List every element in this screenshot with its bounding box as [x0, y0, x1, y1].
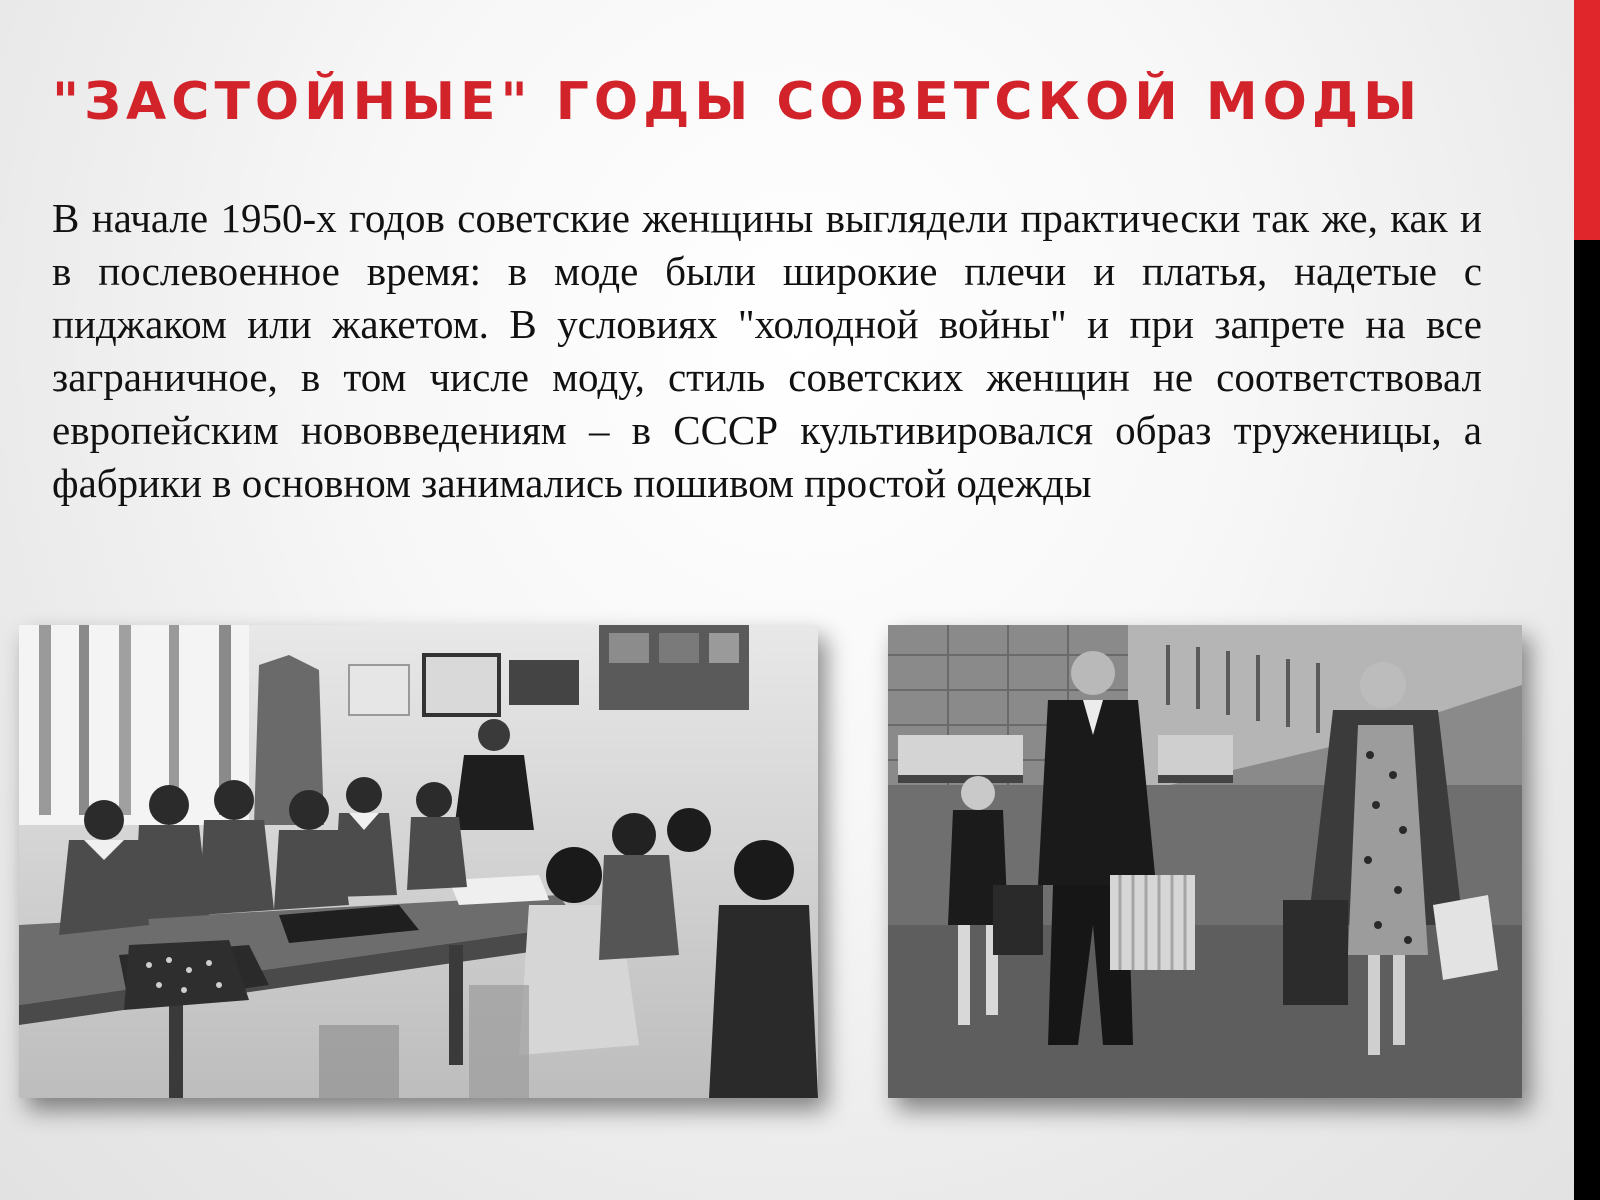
family-with-suitcases-illustration [888, 625, 1522, 1098]
edge-accent-black [1574, 240, 1600, 1200]
edge-accent-red [1574, 0, 1600, 240]
slide-body-text: В начале 1950-х годов советские женщины выглядели практически так же, как и в послевоенное время: в моде были широкие плечи и платья, надетые с пиджаком или жакетом. В условиях "холодной войны" и при запрете на все заграничное, в том числе моду, стиль советских женщин не соответствовал европейским нововведениям – в СССР культивировался образ труженицы, а фабрики в основном занимались пошивом простой одежды [52, 195, 1482, 506]
slide-title: "ЗАСТОЙНЫЕ" ГОДЫ СОВЕТСКОЙ МОДЫ [52, 72, 1423, 132]
photo-sewing-workshop [19, 625, 818, 1098]
sewing-workshop-illustration [19, 625, 818, 1098]
photo-family-with-suitcases [888, 625, 1522, 1098]
